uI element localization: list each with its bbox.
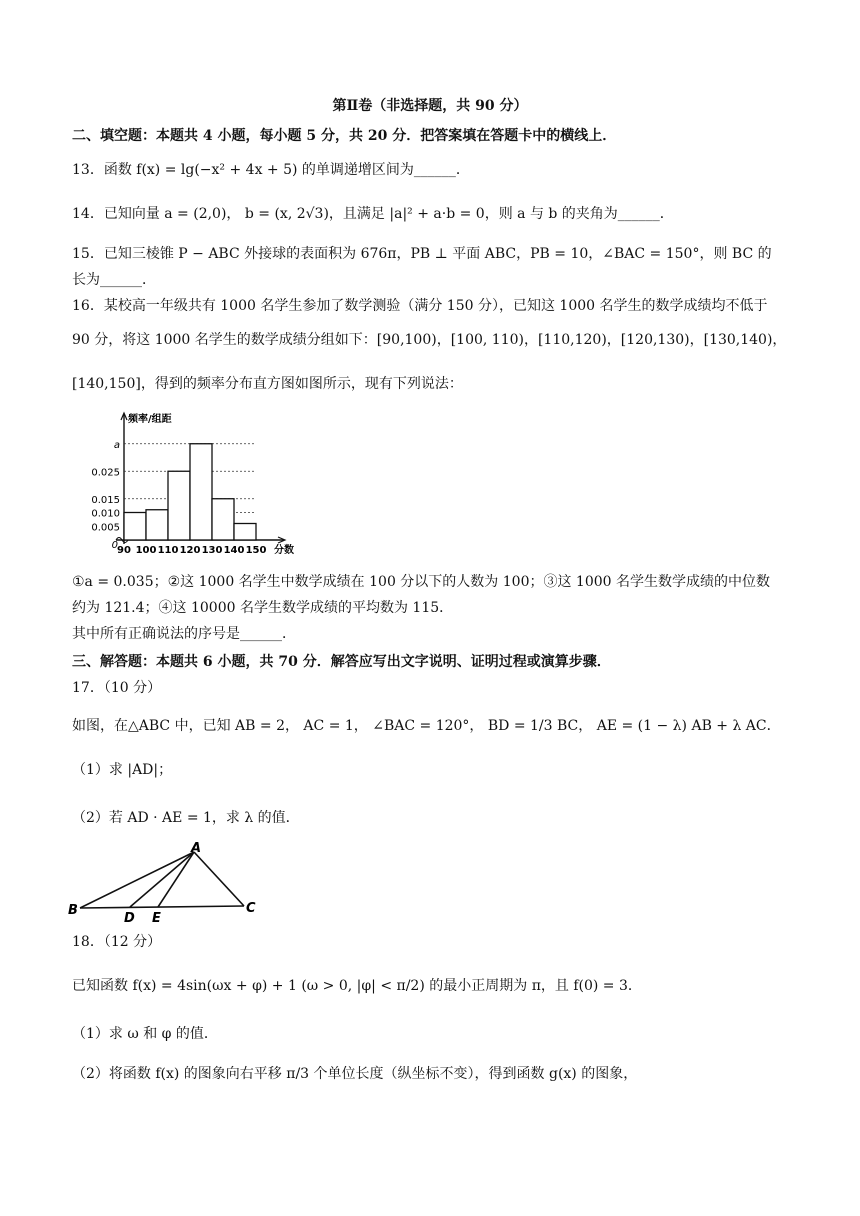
label-c: C — [246, 901, 256, 916]
histogram-bar — [124, 513, 146, 541]
label-d: D — [124, 911, 135, 924]
question-17-part-2: （2）若 AD · AE = 1，求 λ 的值． — [72, 810, 300, 826]
y-tick-label: a — [113, 439, 120, 451]
question-15-line-1: 15．已知三棱锥 P − ABC 外接球的表面积为 676π，PB ⊥ 平面 ABC，PB = 10，∠BAC = 150°，则 BC 的 — [72, 246, 772, 262]
solve-header: 三、解答题：本题共 6 小题，共 70 分．解答应写出文字说明、证明过程或演算步骤． — [72, 654, 611, 670]
y-tick-label: 0.010 — [91, 508, 120, 520]
question-17-part-1: （1）求 |AD|； — [72, 762, 173, 778]
question-16-line-1: 16．某校高一年级共有 1000 名学生参加了数学测验（满分 150 分），已知这 1000 名学生的数学成绩均不低于 — [72, 298, 768, 314]
x-axis-label: 分数 — [274, 545, 294, 556]
segment-ab — [80, 852, 194, 908]
segment-ac — [194, 852, 244, 906]
question-16-options-line-2: 约为 121.4；④这 10000 名学生数学成绩的平均数为 115． — [72, 600, 454, 616]
frequency-histogram — [72, 410, 312, 560]
y-tick-label: 0 — [111, 540, 118, 551]
y-tick-label: 0.005 — [91, 522, 120, 534]
histogram-bar — [212, 499, 234, 540]
x-tick-label: 130 — [201, 545, 223, 556]
question-16-ask: 其中所有正确说法的序号是______． — [72, 626, 296, 642]
y-axis-label: 频率/组距 — [128, 414, 172, 425]
x-tick-label: 140 — [223, 545, 245, 556]
fill-in-header: 二、填空题：本题共 4 小题，每小题 5 分，共 20 分．把答案填在答题卡中的横线上． — [72, 128, 617, 144]
histogram-bar — [234, 524, 256, 541]
question-18-stem: 已知函数 f(x) = 4sin(ωx + φ) + 1 (ω > 0, |φ| < π/2) 的最小正周期为 π，且 f(0) = 3． — [72, 978, 642, 994]
question-15-line-2: 长为______． — [72, 272, 156, 288]
question-16-line-3: [140,150]，得到的频率分布直方图如图所示，现有下列说法： — [72, 376, 463, 392]
y-tick-label: 0.015 — [91, 494, 120, 506]
x-tick-label: 100 — [135, 545, 157, 556]
histogram-bar — [146, 510, 168, 540]
segment-bc — [80, 906, 244, 908]
question-14: 14．已知向量 a = (2,0)， b = (x, 2√3)，且满足 |a|² + a·b = 0，则 a 与 b 的夹角为______． — [72, 206, 674, 222]
y-tick-label: 0.025 — [91, 467, 120, 479]
section-title: 第Ⅱ卷（非选择题，共 90 分） — [332, 98, 528, 114]
question-16-line-2: 90 分，将这 1000 名学生的数学成绩分组如下：[90,100)，[100, 110)，[110,120)，[120,130)，[130,140)， — [72, 332, 787, 348]
label-e: E — [152, 911, 161, 924]
question-18-part-2: （2）将函数 f(x) 的图象向右平移 π/3 个单位长度（纵坐标不变），得到函数 g(x) 的图象， — [72, 1066, 638, 1082]
x-tick-label: 110 — [157, 545, 179, 556]
label-b: B — [68, 903, 78, 918]
x-tick-label: 90 — [117, 545, 131, 556]
label-a: A — [191, 841, 202, 856]
x-tick-label: 150 — [245, 545, 267, 556]
x-tick-label: 120 — [179, 545, 201, 556]
question-17-stem: 如图，在△ABC 中，已知 AB = 2， AC = 1， ∠BAC = 120°， BD = 1/3 BC， AE = (1 − λ) AB + λ AC． — [72, 718, 781, 734]
histogram-bar — [190, 444, 212, 540]
question-18-number: 18．（12 分） — [72, 934, 162, 950]
question-17-number: 17．（10 分） — [72, 680, 162, 696]
question-13: 13．函数 f(x) = lg(−x² + 4x + 5) 的单调递增区间为______． — [72, 162, 470, 178]
triangle-figure — [68, 840, 268, 924]
question-18-part-1: （1）求 ω 和 φ 的值． — [72, 1026, 218, 1042]
question-16-options-line-1: ①a = 0.035；②这 1000 名学生中数学成绩在 100 分以下的人数为 100；③这 1000 名学生数学成绩的中位数 — [72, 574, 771, 590]
histogram-bar — [168, 471, 190, 540]
